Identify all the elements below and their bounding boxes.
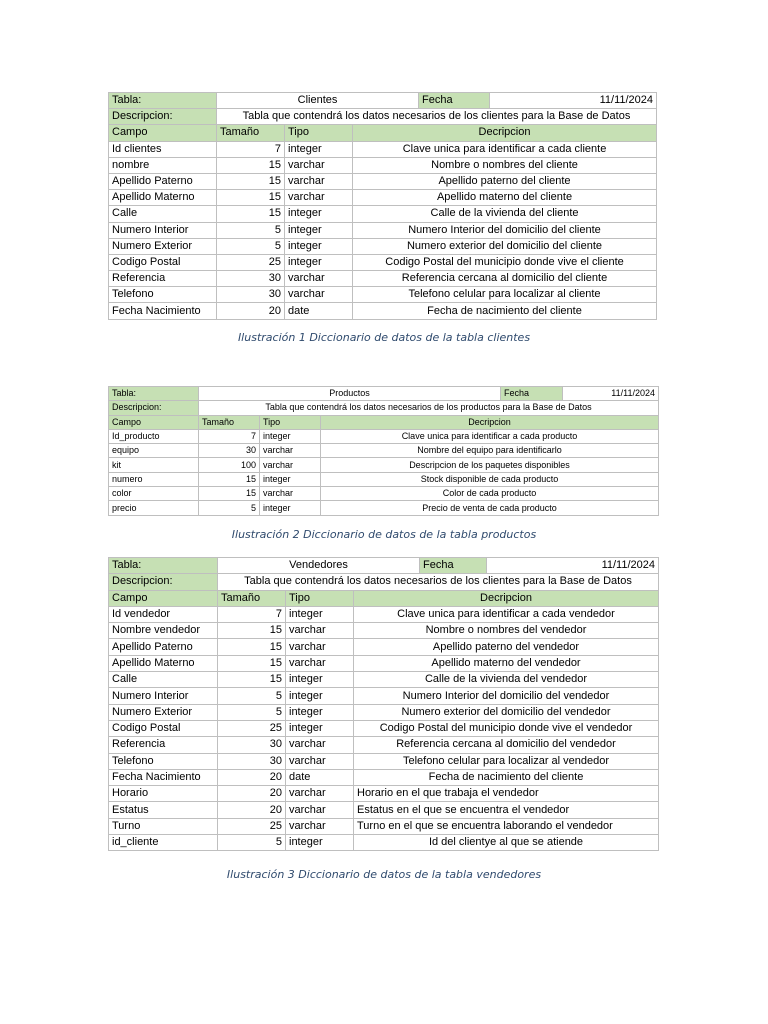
cell-descripcion: Codigo Postal del municipio donde vive el vendedor: [354, 720, 659, 736]
cell-campo: Apellido Materno: [109, 190, 217, 206]
table-description-row: [109, 401, 659, 415]
cell-descripcion: Numero Interior del domicilio del cliente: [353, 222, 657, 238]
column-header-campo: Campo: [109, 590, 218, 606]
table-row: [109, 487, 659, 501]
cell-campo: Telefono: [109, 287, 217, 303]
table-row: [109, 737, 659, 753]
table-row: [109, 444, 659, 458]
table-row: [109, 190, 657, 206]
caption-vendedores: Ilustración 3 Diccionario de datos de la tabla vendedores: [226, 868, 542, 881]
column-header-campo: Campo: [109, 125, 217, 141]
cell-descripcion: Apellido paterno del vendedor: [354, 639, 659, 655]
descripcion-value: Tabla que contendrá los datos necesarios de los clientes para la Base de Datos: [217, 109, 657, 125]
cell-tipo: varchar: [285, 190, 353, 206]
descripcion-label: Descripcion:: [109, 401, 199, 415]
table-title-row: [109, 387, 659, 401]
cell-tamano: 7: [217, 141, 285, 157]
cell-tamano: 5: [218, 704, 286, 720]
cell-descripcion: Referencia cercana al domicilio del vendedor: [354, 737, 659, 753]
cell-campo: Id vendedor: [109, 606, 218, 622]
table-row: [109, 429, 659, 443]
tabla-label: Tabla:: [109, 387, 199, 401]
cell-tamano: 20: [218, 769, 286, 785]
cell-tamano: 5: [199, 501, 260, 515]
cell-descripcion: Clave unica para identificar a cada producto: [321, 429, 659, 443]
cell-tipo: varchar: [286, 737, 354, 753]
table-row: [109, 672, 659, 688]
cell-campo: Turno: [109, 818, 218, 834]
table-row: [109, 606, 659, 622]
cell-tamano: 25: [218, 720, 286, 736]
table-row: [109, 472, 659, 486]
column-header-descripcion: Decripcion: [353, 125, 657, 141]
cell-tamano: 30: [218, 737, 286, 753]
cell-tipo: integer: [286, 720, 354, 736]
cell-campo: Apellido Paterno: [109, 639, 218, 655]
table-description-row: [109, 574, 659, 590]
cell-descripcion: Nombre o nombres del vendedor: [354, 623, 659, 639]
cell-descripcion: Nombre o nombres del cliente: [353, 157, 657, 173]
table-vendedores: [108, 557, 659, 851]
fecha-value: 11/11/2024: [563, 387, 659, 401]
column-header-descripcion: Decripcion: [321, 415, 659, 429]
cell-tamano: 20: [217, 303, 285, 319]
cell-tipo: integer: [260, 501, 321, 515]
table-row: [109, 769, 659, 785]
table-row: [109, 458, 659, 472]
cell-tipo: integer: [286, 688, 354, 704]
cell-campo: Fecha Nacimiento: [109, 303, 217, 319]
fecha-value: 11/11/2024: [487, 558, 659, 574]
cell-tamano: 100: [199, 458, 260, 472]
cell-descripcion: Nombre del equipo para identificarlo: [321, 444, 659, 458]
cell-campo: Codigo Postal: [109, 254, 217, 270]
table-row: [109, 655, 659, 671]
table-row: [109, 501, 659, 515]
table-row: [109, 623, 659, 639]
cell-campo: Fecha Nacimiento: [109, 769, 218, 785]
cell-tipo: varchar: [286, 753, 354, 769]
table-row: [109, 753, 659, 769]
cell-descripcion: Color de cada producto: [321, 487, 659, 501]
table-row: [109, 786, 659, 802]
cell-campo: Numero Exterior: [109, 238, 217, 254]
cell-descripcion: Horario en el que trabaja el vendedor: [354, 786, 659, 802]
cell-tipo: varchar: [260, 487, 321, 501]
cell-tamano: 15: [217, 190, 285, 206]
cell-campo: Id_producto: [109, 429, 199, 443]
cell-campo: Calle: [109, 206, 217, 222]
cell-tamano: 5: [217, 238, 285, 254]
column-header-tipo: Tipo: [286, 590, 354, 606]
cell-descripcion: Estatus en el que se encuentra el vendedor: [354, 802, 659, 818]
cell-tipo: varchar: [260, 458, 321, 472]
cell-campo: Numero Interior: [109, 222, 217, 238]
table-header-row: [109, 590, 659, 606]
column-header-tamano: Tamaño: [217, 125, 285, 141]
cell-tamano: 15: [218, 623, 286, 639]
cell-tipo: integer: [260, 429, 321, 443]
table-title-row: [109, 558, 659, 574]
cell-descripcion: Numero exterior del domicilio del vendedor: [354, 704, 659, 720]
cell-descripcion: Apellido paterno del cliente: [353, 173, 657, 189]
descripcion-label: Descripcion:: [109, 574, 218, 590]
fecha-value: 11/11/2024: [490, 93, 657, 109]
cell-tipo: integer: [285, 238, 353, 254]
cell-descripcion: Telefono celular para localizar al vendedor: [354, 753, 659, 769]
table-row: [109, 238, 657, 254]
table-row: [109, 254, 657, 270]
table-row: [109, 173, 657, 189]
cell-campo: Horario: [109, 786, 218, 802]
column-header-campo: Campo: [109, 415, 199, 429]
table-name: Vendedores: [218, 558, 420, 574]
cell-campo: Numero Interior: [109, 688, 218, 704]
table-header-row: [109, 125, 657, 141]
cell-campo: precio: [109, 501, 199, 515]
fecha-label: Fecha: [420, 558, 487, 574]
cell-descripcion: Precio de venta de cada producto: [321, 501, 659, 515]
descripcion-label: Descripcion:: [109, 109, 217, 125]
fecha-label: Fecha: [419, 93, 490, 109]
table-row: [109, 271, 657, 287]
cell-descripcion: Fecha de nacimiento del cliente: [354, 769, 659, 785]
cell-descripcion: Id del clientye al que se atiende: [354, 835, 659, 851]
cell-tipo: integer: [286, 672, 354, 688]
cell-tipo: integer: [286, 835, 354, 851]
cell-tipo: varchar: [286, 802, 354, 818]
cell-tamano: 15: [217, 173, 285, 189]
cell-campo: Apellido Paterno: [109, 173, 217, 189]
cell-tamano: 15: [218, 672, 286, 688]
cell-tipo: date: [285, 303, 353, 319]
caption-clientes: Ilustración 1 Diccionario de datos de la tabla clientes: [237, 331, 531, 344]
cell-tamano: 15: [218, 655, 286, 671]
cell-descripcion: Descripcion de los paquetes disponibles: [321, 458, 659, 472]
table-title-row: [109, 93, 657, 109]
table-row: [109, 287, 657, 303]
cell-campo: Nombre vendedor: [109, 623, 218, 639]
cell-tipo: integer: [260, 472, 321, 486]
table-row: [109, 704, 659, 720]
cell-tipo: date: [286, 769, 354, 785]
cell-campo: Calle: [109, 672, 218, 688]
table-row: [109, 802, 659, 818]
descripcion-value: Tabla que contendrá los datos necesarios de los clientes para la Base de Datos: [218, 574, 659, 590]
cell-tamano: 5: [217, 222, 285, 238]
cell-descripcion: Clave unica para identificar a cada cliente: [353, 141, 657, 157]
table-description-row: [109, 109, 657, 125]
cell-tipo: integer: [285, 206, 353, 222]
cell-tipo: integer: [286, 606, 354, 622]
cell-tipo: integer: [286, 704, 354, 720]
cell-descripcion: Calle de la vivienda del vendedor: [354, 672, 659, 688]
cell-tipo: varchar: [285, 157, 353, 173]
fecha-label: Fecha: [501, 387, 563, 401]
cell-tamano: 5: [218, 835, 286, 851]
cell-descripcion: Referencia cercana al domicilio del cliente: [353, 271, 657, 287]
tabla-label: Tabla:: [109, 93, 217, 109]
table-row: [109, 303, 657, 319]
cell-tipo: varchar: [286, 639, 354, 655]
cell-tamano: 7: [199, 429, 260, 443]
cell-tamano: 30: [199, 444, 260, 458]
cell-tamano: 15: [217, 157, 285, 173]
cell-campo: Estatus: [109, 802, 218, 818]
table-row: [109, 639, 659, 655]
cell-tipo: integer: [285, 222, 353, 238]
cell-tamano: 15: [218, 639, 286, 655]
cell-tamano: 20: [218, 786, 286, 802]
table-header-row: [109, 415, 659, 429]
cell-campo: Apellido Materno: [109, 655, 218, 671]
cell-tipo: varchar: [286, 655, 354, 671]
column-header-tipo: Tipo: [260, 415, 321, 429]
cell-descripcion: Telefono celular para localizar al cliente: [353, 287, 657, 303]
column-header-descripcion: Decripcion: [354, 590, 659, 606]
cell-campo: Referencia: [109, 271, 217, 287]
cell-descripcion: Numero Interior del domicilio del vendedor: [354, 688, 659, 704]
tabla-label: Tabla:: [109, 558, 218, 574]
cell-descripcion: Numero exterior del domicilio del cliente: [353, 238, 657, 254]
cell-campo: Telefono: [109, 753, 218, 769]
cell-tipo: varchar: [286, 623, 354, 639]
caption-productos: Ilustración 2 Diccionario de datos de la tabla productos: [231, 528, 537, 541]
table-row: [109, 157, 657, 173]
column-header-tamano: Tamaño: [199, 415, 260, 429]
cell-tipo: varchar: [285, 173, 353, 189]
cell-descripcion: Fecha de nacimiento del cliente: [353, 303, 657, 319]
cell-campo: id_cliente: [109, 835, 218, 851]
cell-tamano: 25: [217, 254, 285, 270]
cell-tipo: varchar: [286, 786, 354, 802]
cell-tipo: varchar: [260, 444, 321, 458]
cell-descripcion: Apellido materno del cliente: [353, 190, 657, 206]
cell-campo: Referencia: [109, 737, 218, 753]
table-clientes: [108, 92, 657, 320]
column-header-tamano: Tamaño: [218, 590, 286, 606]
cell-tamano: 30: [217, 287, 285, 303]
cell-descripcion: Stock disponible de cada producto: [321, 472, 659, 486]
cell-campo: nombre: [109, 157, 217, 173]
cell-tipo: varchar: [285, 271, 353, 287]
table-row: [109, 141, 657, 157]
cell-tamano: 15: [199, 487, 260, 501]
table-name: Clientes: [217, 93, 419, 109]
table-row: [109, 720, 659, 736]
descripcion-value: Tabla que contendrá los datos necesarios de los productos para la Base de Datos: [199, 401, 659, 415]
cell-descripcion: Apellido materno del vendedor: [354, 655, 659, 671]
table-row: [109, 835, 659, 851]
cell-campo: equipo: [109, 444, 199, 458]
cell-tamano: 7: [218, 606, 286, 622]
cell-campo: numero: [109, 472, 199, 486]
table-row: [109, 688, 659, 704]
cell-campo: Id clientes: [109, 141, 217, 157]
cell-campo: color: [109, 487, 199, 501]
cell-tipo: varchar: [285, 287, 353, 303]
cell-descripcion: Codigo Postal del municipio donde vive el cliente: [353, 254, 657, 270]
table-row: [109, 222, 657, 238]
cell-tamano: 15: [199, 472, 260, 486]
cell-tamano: 5: [218, 688, 286, 704]
cell-descripcion: Turno en el que se encuentra laborando el vendedor: [354, 818, 659, 834]
table-name: Productos: [199, 387, 501, 401]
cell-campo: Codigo Postal: [109, 720, 218, 736]
cell-tipo: varchar: [286, 818, 354, 834]
table-row: [109, 818, 659, 834]
cell-tamano: 15: [217, 206, 285, 222]
cell-descripcion: Calle de la vivienda del cliente: [353, 206, 657, 222]
table-productos: [108, 386, 659, 516]
column-header-tipo: Tipo: [285, 125, 353, 141]
cell-tipo: integer: [285, 141, 353, 157]
cell-tamano: 30: [217, 271, 285, 287]
cell-tamano: 30: [218, 753, 286, 769]
cell-tipo: integer: [285, 254, 353, 270]
cell-descripcion: Clave unica para identificar a cada vendedor: [354, 606, 659, 622]
table-row: [109, 206, 657, 222]
cell-tamano: 20: [218, 802, 286, 818]
cell-campo: Numero Exterior: [109, 704, 218, 720]
cell-campo: kit: [109, 458, 199, 472]
cell-tamano: 25: [218, 818, 286, 834]
